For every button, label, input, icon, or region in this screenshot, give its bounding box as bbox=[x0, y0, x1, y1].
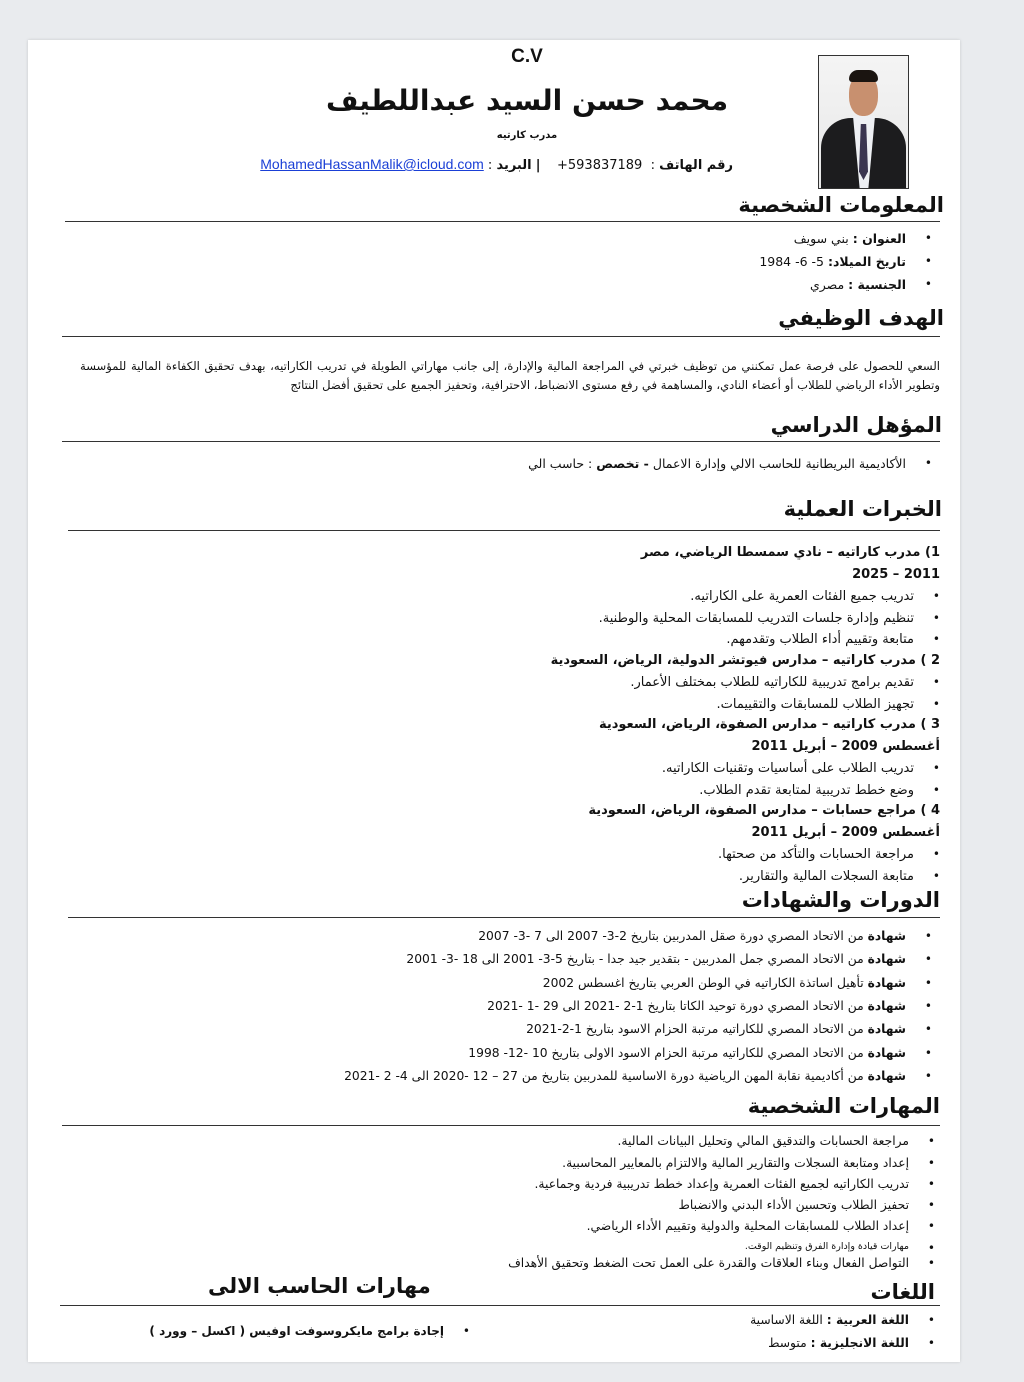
section-divider bbox=[60, 1305, 940, 1306]
bullet-icon: • bbox=[932, 589, 940, 603]
personal-info-item bbox=[809, 277, 932, 292]
certificate-text: من الاتحاد المصري دورة صقل المدربين بتاريخ 2-3- 2007 الى 7 -3- 2007 bbox=[478, 929, 864, 943]
language-label: اللغة العربية : bbox=[826, 1313, 909, 1327]
section-heading-education: المؤهل الدراسي bbox=[770, 413, 942, 437]
skill-item bbox=[508, 1256, 935, 1270]
job-duty bbox=[598, 610, 940, 626]
certificate-item bbox=[526, 1022, 932, 1037]
email-link[interactable]: MohamedHassanMalik@icloud.com bbox=[260, 156, 484, 172]
section-divider bbox=[62, 1125, 940, 1126]
language-level: متوسط bbox=[768, 1336, 807, 1350]
cv-label: C.V bbox=[511, 46, 543, 67]
skill-item bbox=[617, 1134, 935, 1148]
skill-text: إعداد ومتابعة السجلات والتقارير المالية والالتزام بالمعايير المحاسبية. bbox=[562, 1156, 909, 1170]
section-heading-languages: اللغات bbox=[870, 1280, 935, 1304]
skill-text: إعداد الطلاب للمسابقات المحلية والدولية وتقييم الأداء الرياضي. bbox=[586, 1219, 909, 1233]
bullet-icon: • bbox=[932, 610, 940, 625]
skill-text: مراجعة الحسابات والتدقيق المالي وتحليل البيانات المالية. bbox=[617, 1134, 909, 1148]
duty-text: متابعة وتقييم أداء الطلاب وتقدمهم. bbox=[726, 632, 914, 647]
contact-line: رقم الهاتف : +593837189 | البريد : MohamedHassanMalik@icloud.com bbox=[260, 156, 733, 173]
duty-text: وضع خطط تدريبية لمتابعة تقدم الطلاب. bbox=[699, 782, 914, 798]
computer-skill-item bbox=[149, 1324, 470, 1338]
bullet-icon: • bbox=[924, 998, 932, 1013]
info-label: الجنسية : bbox=[848, 277, 906, 292]
job-duty bbox=[738, 868, 940, 884]
bullet-icon: • bbox=[924, 254, 932, 268]
info-value: مصري bbox=[809, 277, 845, 292]
bullet-icon: • bbox=[932, 632, 940, 646]
skill-item bbox=[586, 1219, 935, 1233]
bullet-icon: • bbox=[927, 1313, 935, 1327]
personal-info-item bbox=[793, 231, 932, 246]
certificate-label: شهادة bbox=[867, 1022, 906, 1037]
email-label: البريد bbox=[496, 158, 532, 173]
bullet-icon: • bbox=[927, 1256, 935, 1270]
certificate-text: من أكاديمية نقابة المهن الرياضية دورة الاساسية للمدربين بتاريخ من 27 – 12 -2020 الى 4- 2 -2021 bbox=[344, 1068, 864, 1083]
job-duty bbox=[630, 675, 940, 690]
skill-item bbox=[562, 1156, 935, 1170]
certificate-label: شهادة bbox=[867, 975, 906, 990]
bullet-icon: • bbox=[932, 675, 940, 689]
certificate-text: من الاتحاد المصري للكاراتيه مرتبة الحزام الاسود الاولى بتاريخ 10 -12- 1998 bbox=[468, 1045, 864, 1060]
bullet-icon: • bbox=[462, 1324, 470, 1338]
section-heading-objective: الهدف الوظيفي bbox=[778, 306, 944, 330]
language-item bbox=[750, 1313, 935, 1327]
section-divider bbox=[68, 530, 940, 531]
bullet-icon: • bbox=[924, 975, 932, 990]
section-heading-personal: المعلومات الشخصية bbox=[738, 193, 944, 217]
bullet-icon: • bbox=[924, 231, 932, 245]
job-dates: أغسطس 2009 – أبريل 2011 bbox=[751, 824, 940, 840]
education-item bbox=[528, 456, 932, 471]
duty-text: تقديم برامج تدريبية للكاراتيه للطلاب بمختلف الأعمار. bbox=[630, 675, 914, 690]
major: : حاسب الي bbox=[528, 456, 593, 471]
info-value: 5- 6- 1984 bbox=[759, 254, 824, 269]
certificate-text: تأهيل اساتذة الكاراتيه في الوطن العربي بتاريخ اغسطس 2002 bbox=[542, 975, 864, 990]
candidate-role: مدرب كارتيه bbox=[496, 130, 558, 141]
bullet-icon: • bbox=[924, 952, 932, 967]
section-divider bbox=[62, 441, 940, 442]
bullet-icon: • bbox=[927, 1177, 935, 1191]
section-divider bbox=[65, 221, 940, 222]
duty-text: تجهيز الطلاب للمسابقات والتقييمات. bbox=[716, 696, 914, 712]
section-divider bbox=[62, 336, 940, 337]
duty-text: تدريب جميع الفئات العمرية على الكاراتيه. bbox=[690, 589, 914, 604]
section-heading-experience: الخبرات العملية bbox=[783, 497, 942, 521]
duty-text: متابعة السجلات المالية والتقارير. bbox=[738, 868, 914, 884]
certificate-label: شهادة bbox=[867, 952, 906, 967]
section-heading-skills: المهارات الشخصية bbox=[747, 1094, 940, 1118]
bullet-icon: • bbox=[924, 929, 932, 943]
bullet-icon: • bbox=[927, 1336, 935, 1350]
personal-info-item bbox=[759, 254, 932, 269]
certificate-item bbox=[478, 929, 932, 943]
skill-item bbox=[678, 1198, 935, 1212]
bullet-icon: • bbox=[932, 847, 940, 861]
job-duty bbox=[716, 696, 940, 712]
certificate-label: شهادة bbox=[867, 1068, 906, 1083]
skill-text: مهارات قيادة وإدارة الفرق وتنظيم الوقت. bbox=[744, 1241, 909, 1252]
institution: الأكاديمية البريطانية للحاسب الالي وإدارة الاعمال bbox=[652, 456, 906, 471]
bullet-icon: • bbox=[932, 868, 940, 883]
language-item bbox=[768, 1336, 935, 1350]
phone-number: +593837189 bbox=[556, 158, 643, 173]
section-divider bbox=[68, 917, 940, 918]
profile-photo bbox=[818, 55, 909, 189]
bullet-icon: • bbox=[932, 761, 940, 775]
bullet-icon: • bbox=[924, 1045, 932, 1060]
job-duty bbox=[690, 589, 940, 604]
skill-item bbox=[744, 1241, 935, 1255]
certificate-text: من الاتحاد المصري دورة توحيد الكاتا بتاريخ 1-2 -2021 الى 29 -1 -2021 bbox=[487, 998, 864, 1013]
skill-text: التواصل الفعال وبناء العلاقات والقدرة على العمل تحت الضغط وتحقيق الأهداف bbox=[508, 1256, 909, 1270]
job-dates: أغسطس 2009 – أبريل 2011 bbox=[751, 738, 940, 754]
bullet-icon: • bbox=[924, 456, 932, 470]
job-title: 4 ) مراجع حسابات – مدارس الصفوة، الرياض، السعودية bbox=[588, 803, 940, 818]
job-duty bbox=[726, 632, 940, 647]
certificate-label: شهادة bbox=[867, 929, 906, 943]
bullet-icon: • bbox=[927, 1156, 935, 1170]
info-label: تاريخ الميلاد: bbox=[827, 254, 906, 269]
job-title: 3 ) مدرب كاراتيه – مدارس الصفوة، الرياض، السعودية bbox=[598, 717, 940, 732]
skill-text: تحفيز الطلاب وتحسين الأداء البدني والانضباط bbox=[678, 1198, 909, 1212]
bullet-icon: • bbox=[924, 277, 932, 291]
job-title: 1) مدرب كاراتيه – نادي سمسطا الرياضي، مصر bbox=[640, 545, 940, 560]
bullet-icon: • bbox=[927, 1198, 935, 1212]
section-heading-computer: مهارات الحاسب الالى bbox=[208, 1274, 431, 1298]
certificate-item bbox=[487, 998, 932, 1013]
major-label: - تخصص bbox=[596, 456, 649, 471]
job-duty bbox=[718, 847, 940, 862]
duty-text: مراجعة الحسابات والتأكد من صحتها. bbox=[718, 847, 914, 862]
bullet-icon: • bbox=[927, 1241, 935, 1255]
info-label: العنوان : bbox=[852, 231, 906, 246]
job-duty bbox=[661, 761, 940, 776]
certificate-item bbox=[468, 1045, 932, 1060]
certificate-item bbox=[542, 975, 932, 990]
phone-label: رقم الهاتف bbox=[659, 158, 733, 173]
duty-text: تدريب الطلاب على أساسيات وتقنيات الكاراتيه. bbox=[661, 761, 914, 776]
language-label: اللغة الانجليزية : bbox=[810, 1336, 909, 1350]
certificate-text: من الاتحاد المصري جمل المدربين - بتقدير جيد جدا - بتاريخ 5-3- 2001 الى 18 -3- 2001 bbox=[406, 952, 864, 967]
bullet-icon: • bbox=[932, 782, 940, 797]
certificate-item bbox=[406, 952, 932, 967]
section-heading-certificates: الدورات والشهادات bbox=[741, 888, 940, 912]
language-level: اللغة الاساسية bbox=[750, 1313, 823, 1327]
certificate-item bbox=[344, 1068, 932, 1083]
bullet-icon: • bbox=[927, 1134, 935, 1148]
bullet-icon: • bbox=[924, 1022, 932, 1037]
candidate-name: محمد حسن السيد عبداللطيف bbox=[325, 84, 729, 117]
skill-item bbox=[534, 1177, 935, 1191]
job-dates: 2011 – 2025 bbox=[852, 566, 940, 582]
job-title: 2 ) مدرب كاراتيه – مدارس فيوتشر الدولية، الرياض، السعودية bbox=[550, 652, 940, 668]
certificate-label: شهادة bbox=[867, 998, 906, 1013]
duty-text: تنظيم وإدارة جلسات التدريب للمسابقات المحلية والوطنية. bbox=[598, 610, 914, 626]
skill-text: تدريب الكاراتيه لجميع الفئات العمرية وإعداد خطط تدريبية فردية وجماعية. bbox=[534, 1177, 909, 1191]
bullet-icon: • bbox=[924, 1068, 932, 1083]
computer-skill-text: إجادة برامج مايكروسوفت اوفيس ( اكسل – وورد ) bbox=[149, 1324, 444, 1338]
bullet-icon: • bbox=[927, 1219, 935, 1233]
info-value: بني سويف bbox=[793, 231, 849, 246]
bullet-icon: • bbox=[932, 696, 940, 711]
job-duty bbox=[699, 782, 940, 798]
certificate-text: من الاتحاد المصري للكاراتيه مرتبة الحزام الاسود بتاريخ 1-2-2021 bbox=[526, 1022, 864, 1037]
certificate-label: شهادة bbox=[867, 1045, 906, 1060]
objective-text: السعي للحصول على فرصة عمل تمكنني من توظيف خبرتي في المراجعة المالية والإدارة، إلى جانب مهاراتي الطويلة في تدريب الكاراتيه، بهدف تحقيق الكفاءة المالية للمؤسسة وتطوير الأداء الرياضي للطلاب أو أعضاء النادي، والمساهمة في رفع مستوى الانضباط، الاحترافية، وتحفيز الجميع على تحقيق أفضل النتائج bbox=[80, 359, 940, 392]
